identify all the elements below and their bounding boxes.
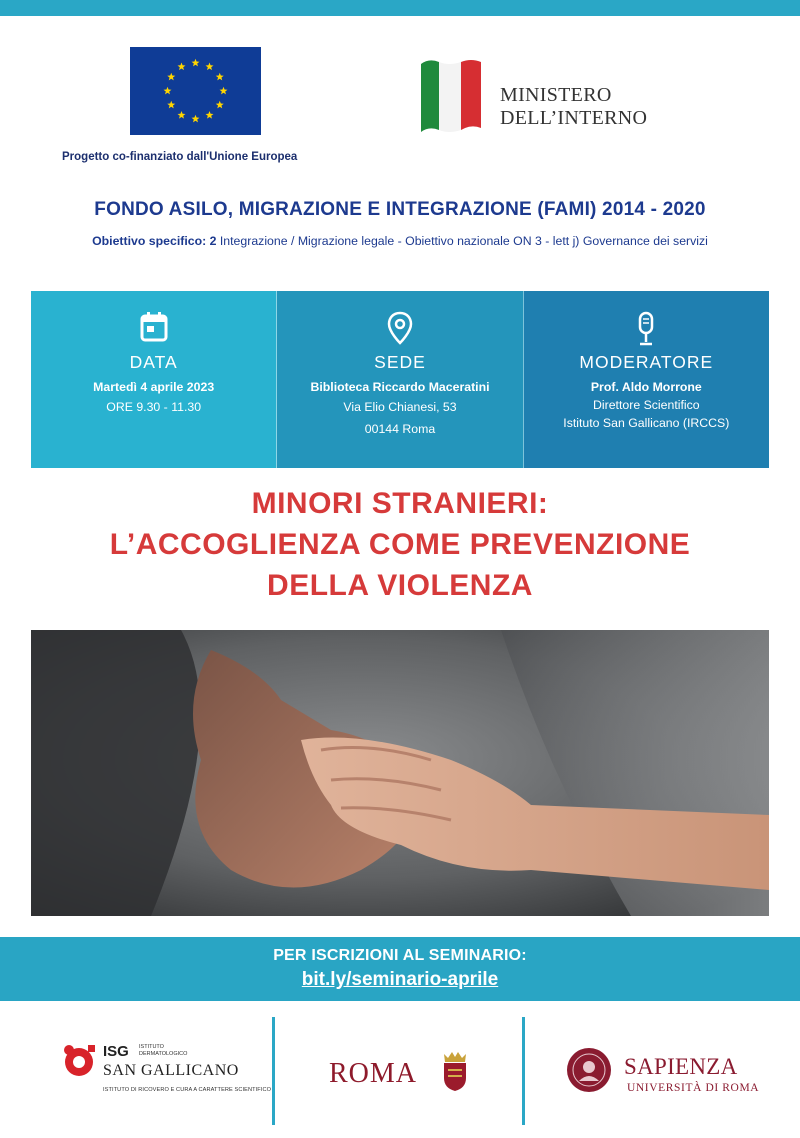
- roma-crest-icon: [440, 1050, 470, 1092]
- top-accent-bar: [0, 0, 800, 16]
- sapienza-name: SAPIENZA: [624, 1054, 738, 1079]
- eu-star: [178, 63, 186, 71]
- eu-star: [192, 115, 200, 123]
- roma-logo-text: ROMA: [329, 1058, 418, 1089]
- isg-tagline: ISTITUTO DI RICOVERO E CURA A CARATTERE SCIENTIFICO: [103, 1087, 272, 1093]
- eu-star: [216, 101, 224, 109]
- moderator-institute: Istituto San Gallicano (IRCCS): [563, 416, 730, 430]
- moderator-heading: MODERATORE: [579, 352, 714, 372]
- eu-star: [167, 101, 175, 109]
- location-pin-icon: [277, 311, 522, 345]
- isg-abbreviation: ISG: [103, 1043, 129, 1060]
- isg-name: SAN GALLICANO: [103, 1062, 239, 1079]
- microphone-icon: [524, 311, 769, 345]
- eu-flag-logo: [130, 47, 261, 135]
- hands-photo: [31, 630, 769, 916]
- calendar-icon: [31, 311, 276, 345]
- venue-city: 00144 Roma: [364, 422, 436, 436]
- eu-star: [164, 87, 172, 95]
- eu-star: [178, 111, 186, 119]
- sapienza-subtitle: UNIVERSITÀ DI ROMA: [627, 1082, 760, 1094]
- seminar-title: [0, 483, 800, 606]
- eu-star: [220, 87, 228, 95]
- venue-box: [277, 291, 523, 468]
- footer-divider-left: [272, 1017, 275, 1125]
- ministry-name: [500, 84, 647, 130]
- venue-name: Biblioteca Riccardo Maceratini: [310, 380, 490, 394]
- title-line-1: MINORI STRANIERI:: [251, 487, 549, 520]
- eu-star: [192, 59, 200, 67]
- moderator-name: Prof. Aldo Morrone: [590, 380, 702, 394]
- registration-link[interactable]: bit.ly/seminario-aprile: [301, 969, 499, 990]
- date-heading: DATA: [129, 352, 178, 372]
- event-date: Martedì 4 aprile 2023: [93, 380, 215, 394]
- fund-title: FONDO ASILO, MIGRAZIONE E INTEGRAZIONE (FAMI) 2014 - 2020: [94, 199, 706, 220]
- title-line-3: DELLA VIOLENZA: [267, 569, 533, 602]
- title-line-2: L’ACCOGLIENZA COME PREVENZIONE: [109, 528, 691, 561]
- event-info-row: [31, 291, 769, 468]
- eu-star: [206, 63, 214, 71]
- isg-subtitle: ISTITUTO DERMATOLOGICO: [139, 1044, 188, 1057]
- registration-label: PER ISCRIZIONI AL SEMINARIO:: [273, 947, 527, 964]
- sapienza-seal-icon: [566, 1047, 612, 1093]
- eu-star: [167, 73, 175, 81]
- objective-text: Integrazione / Migrazione legale - Obiettivo nazionale ON 3 - lett j) Governance dei servizi: [216, 234, 708, 248]
- eu-star: [216, 73, 224, 81]
- isg-logo-mark: [62, 1043, 100, 1079]
- venue-heading: SEDE: [374, 352, 426, 372]
- registration-banner: [0, 937, 800, 1001]
- ministry-line-2: DELL’INTERNO: [500, 107, 648, 129]
- objective-line: [0, 234, 800, 248]
- objective-label: Obiettivo specifico: 2: [92, 234, 217, 248]
- footer-divider-right: [522, 1017, 525, 1125]
- eu-cofinance-caption: Progetto co-finanziato dall'Unione Europea: [62, 151, 298, 163]
- date-box: [31, 291, 277, 468]
- venue-address: Via Elio Chianesi, 53: [343, 400, 457, 414]
- ministry-line-1: MINISTERO: [500, 84, 612, 106]
- italian-flag-logo: [417, 56, 483, 134]
- event-time: ORE 9.30 - 11.30: [106, 400, 202, 414]
- moderator-box: [524, 291, 769, 468]
- eu-star: [206, 111, 214, 119]
- moderator-role: Direttore Scientifico: [593, 398, 700, 412]
